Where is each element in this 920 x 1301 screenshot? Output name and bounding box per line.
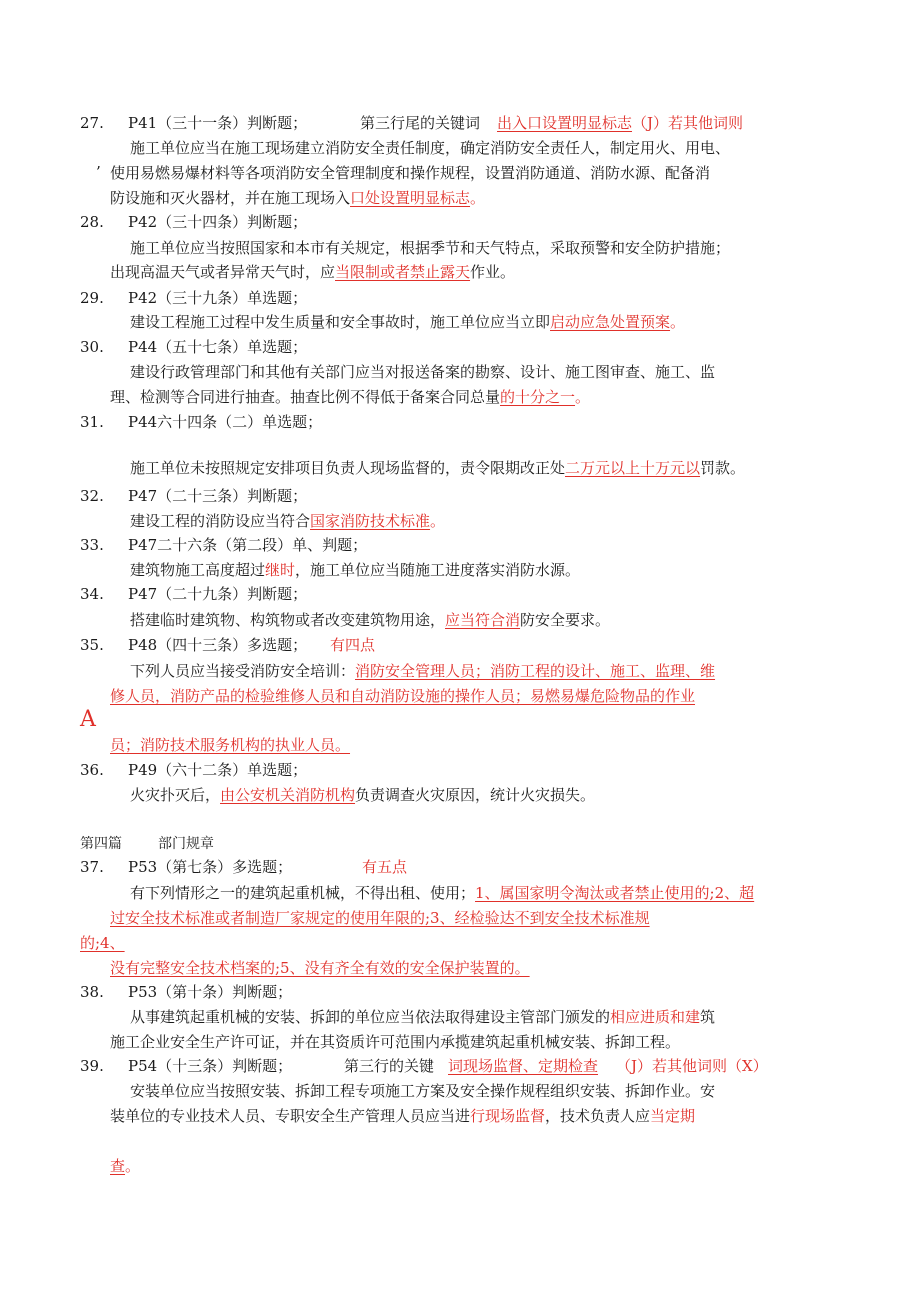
- item-27-line1: 施工单位应当在施工现场建立消防安全责任制度，确定消防安全责任人，制定用火、用电、: [130, 139, 731, 157]
- item-29-line1: 建设工程施工过程中发生质量和安全事故时，施工单位应当立即启动应急处置预案。: [130, 313, 686, 331]
- document-page: 27. P41（三十一条）判断题； 第三行尾的关键词 出入口设置明显标志 （J）若其他词则 施工单位应当在施工现场建立消防安全责任制度，确定消防安全责任人，制定用火、用电、 ’ 使用易燃易爆材料等各项消防安全管理制度和操作规程，设置消防通道、消防水源、配备消 防设施和灭火器材，并在施工现场入口处设置明显标志。 28. P42（三十四条）判断题； 施工单位应当按照国家和本市有关规定，根据季节和天气特点，采取预警和安全防护措施； 出现高温天气或者异常天气时，应当限制或者禁止露天作业。 29. P42（三十九条）单选题； 建设工程施工过程中发生质量和安全事故时，施工单位应当立即启动应急处置预案。 30. P44（五十七条）单选题； 建设行政管理部门和其他有关部门应当对报送备案的勘察、设计、施工图审查、施工、监 理、检测等合同进行抽查。抽查比例不得低于备案合同总量的十分之一。 31. P44六十四条（二）单选题； 施工单位未按照规定安排项目负责人现场监督的，责令限期改正处二万元以上十万元以罚款。 32. P47（二十三条）判断题； 建设工程的消防设应当符合国家消防技术标准。 33. P47二十六条（第二段）单、判题； 建筑物施工高度超过继时，施工单位应当随施工进度落实消防水源。 34. P47（二十九条）判断题； 搭建临时建筑物、构筑物或者改变建筑物用途，应当符合消防安全要求。 35. P48（四十三条）多选题； 有四点 下列人员应当接受消防安全培训：消防安全管理人员；消防工程的设计、施工、监理、维 修人员，消防产品的检验维修人员和自动消防设施的操作人员；易燃易爆危险物品的作业 A 员；消防技术服务机构的执业人员。 36. P49（六十二条）单选题； 火灾扑灭后，由公安机关消防机构负责调查火灾原因，统计火灾损失。 第四篇 部门规章 37. P53（第七条）多选题； 有五点 有下列情形之一的建筑起重机械，不得出租、使用；1、属国家明令淘汰或者禁止使用的;2、超 过安全技术标准或者制造厂家规定的使用年限的;3、经检验达不到安全技术标准规 的;4、 没有完整安全技术档案的;5、没有齐全有效的安全保护装置的。 38. P53（第十条）判断题； 从事建筑起重机械的安装、拆卸的单位应当依法取得建设主管部门颁发的相应进质和建筑 施工企业安全生产许可证，并在其资质许可范围内承揽建筑起重机械安装、拆卸工程。 39. P54（十三条）判断题； 第三行的关键 词现场监督、定期检查 （J）若其他词则（X） 安装单位应当按照安装、拆卸工程专项施工方案及安全操作规程组织安装、拆卸作业。安 装单位的专业技术人员、专职安全生产管理人员应当进行现场监督，技术负责人应当定期 查。: [80, 114, 768, 1175]
- item-35-line2: 修人员，消防产品的检验维修人员和自动消防设施的操作人员；易燃易爆危险物品的作业: [110, 687, 696, 705]
- item-37-line1: 有下列情形之一的建筑起重机械，不得出租、使用；1、属国家明令淘汰或者禁止使用的;2、超: [130, 884, 755, 902]
- item-28-line2: 出现高温天气或者异常天气时，应当限制或者禁止露天作业。: [110, 263, 516, 281]
- item-30-line1: 建设行政管理部门和其他有关部门应当对报送备案的勘察、设计、施工图审查、施工、监: [130, 363, 716, 381]
- item-30-line2: 理、检测等合同进行抽查。抽查比例不得低于备案合同总量的十分之一。: [110, 388, 591, 406]
- stray-letter-a: A: [80, 707, 96, 732]
- item-35-line1: 下列人员应当接受消防安全培训：消防安全管理人员；消防工程的设计、施工、监理、维: [130, 662, 716, 680]
- item-31-line1: 施工单位未按照规定安排项目负责人现场监督的，责令限期改正处二万元以上十万元以罚款。: [130, 459, 746, 477]
- item-27-line3: 防设施和灭火器材，并在施工现场入口处设置明显标志。: [110, 189, 486, 207]
- item-33-line1: 建筑物施工高度超过继时，施工单位应当随施工进度落实消防水源。: [130, 561, 581, 579]
- item-39-line1: 安装单位应当按照安装、拆卸工程专项施工方案及安全操作规程组织安装、拆卸作业。安: [130, 1082, 716, 1100]
- item-34-line1: 搭建临时建筑物、构筑物或者改变建筑物用途，应当符合消防安全要求。: [130, 611, 611, 629]
- item-32-line1: 建设工程的消防设应当符合国家消防技术标准。: [130, 512, 446, 530]
- item-37-line2: 过安全技术标准或者制造厂家规定的使用年限的;3、经检验达不到安全技术标准规: [110, 909, 650, 927]
- item-39-line2: 装单位的专业技术人员、专职安全生产管理人员应当进行现场监督，技术负责人应当定期: [110, 1107, 696, 1125]
- item-27-line2: 使用易燃易爆材料等各项消防安全管理制度和操作规程，设置消防通道、消防水源、配备消: [110, 164, 711, 182]
- item-37-line4: 没有完整安全技术档案的;5、没有齐全有效的安全保护装置的。: [110, 959, 530, 977]
- item-28-line1: 施工单位应当按照国家和本市有关规定，根据季节和天气特点，采取预警和安全防护措施；: [130, 239, 731, 257]
- stray-mark: ’: [96, 163, 101, 181]
- item-37-line3: 的;4、: [80, 934, 125, 952]
- section-heading: 第四篇 部门规章: [80, 836, 214, 852]
- item-35-line3: 员；消防技术服务机构的执业人员。: [110, 736, 351, 754]
- item-38-line1: 从事建筑起重机械的安装、拆卸的单位应当依法取得建设主管部门颁发的相应进质和建筑: [130, 1008, 716, 1026]
- item-39-line3: 查。: [110, 1157, 141, 1175]
- item-36-line1: 火灾扑灭后，由公安机关消防机构负责调查火灾原因，统计火灾损失。: [130, 786, 596, 804]
- item-38-line2: 施工企业安全生产许可证，并在其资质许可范围内承揽建筑起重机械安装、拆卸工程。: [110, 1033, 681, 1051]
